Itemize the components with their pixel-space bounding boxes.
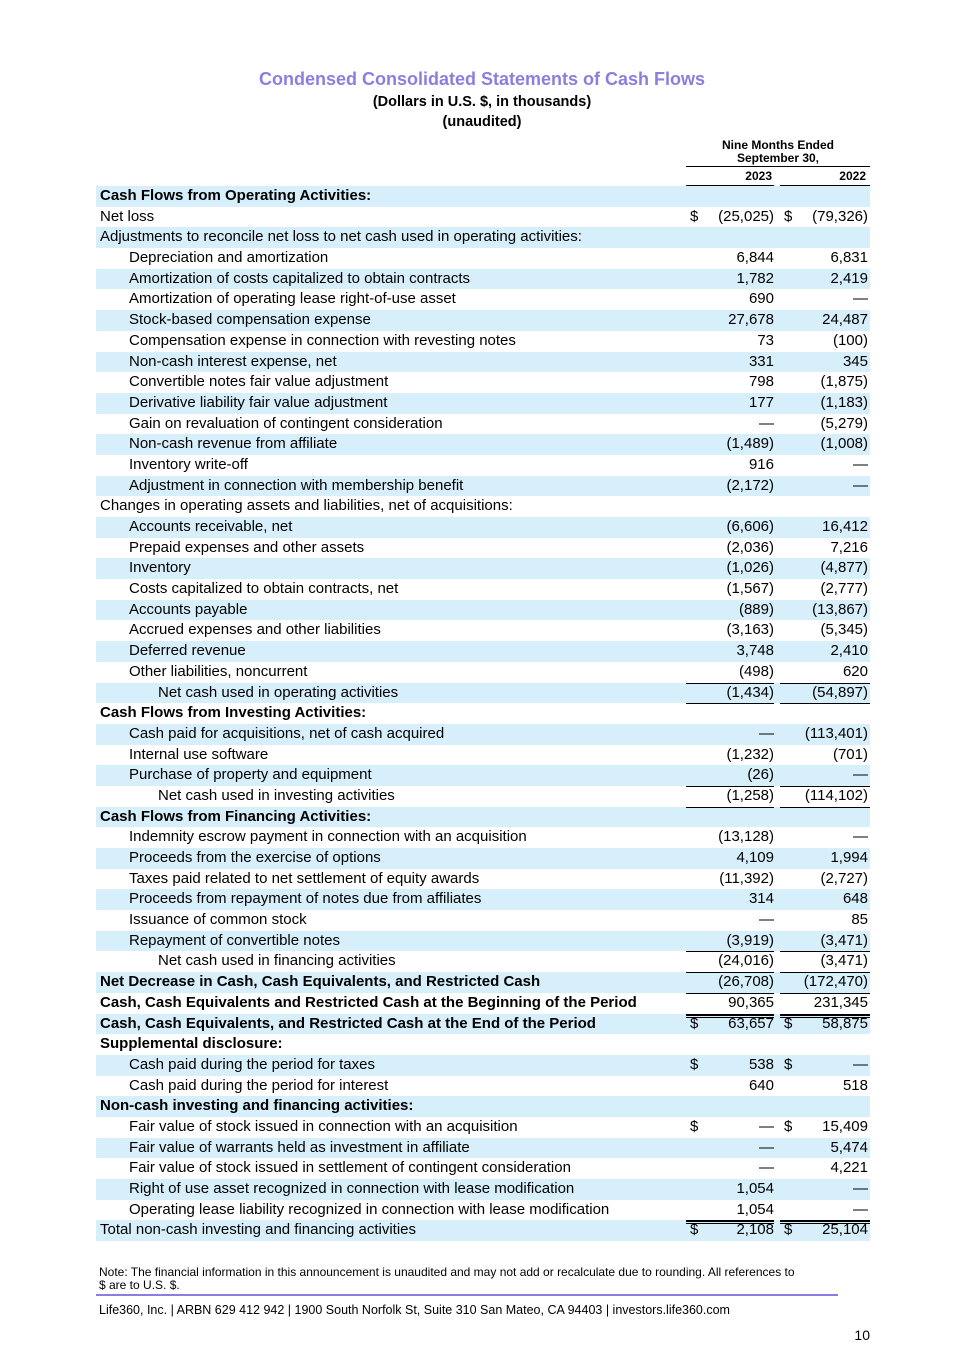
value-2023: (26,708) [718,973,774,991]
table-row [96,248,870,269]
value-2023: 916 [748,455,774,473]
row-label: Taxes paid related to net settlement of equity awards [129,869,480,887]
footer-divider [96,1294,838,1296]
table-row [96,1179,870,1200]
row-label: Net cash used in financing activities [158,952,396,970]
row-label: Accrued expenses and other liabilities [129,621,381,639]
page-number: 10 [854,1327,870,1343]
value-2023: — [759,414,774,432]
value-2022: (3,471) [820,931,868,949]
table-row [96,496,870,517]
total-rule-2022 [780,703,870,704]
row-label: Proceeds from the exercise of options [129,849,381,866]
table-row [96,765,870,786]
value-2023: 1,054 [736,1180,774,1197]
table-row [96,807,870,828]
table-row [96,683,870,704]
total-rule-2022 [780,951,870,952]
row-label: Adjustment in connection with membership benefit [129,476,464,494]
total-rule-2023 [686,807,774,808]
row-label: Cash paid for acquisitions, net of cash acquired [129,724,445,742]
value-2023: (24,016) [718,952,774,970]
row-label: Fair value of warrants held as investment in affiliate [129,1138,470,1156]
table-row [96,455,870,476]
table-row [96,1096,870,1117]
value-2023: (1,567) [726,580,774,598]
value-2023: 2,108 [736,1221,774,1239]
row-label: Inventory write-off [129,455,248,473]
value-2023: 6,844 [736,249,774,267]
table-row [96,1117,870,1138]
total-rule-2023 [686,786,774,787]
value-2023: 90,365 [728,993,774,1011]
company-footer: Life360, Inc. | ARBN 629 412 942 | 1900 South Norfolk St, Suite 310 San Mateo, CA 94403 | investors.life360.com [99,1303,730,1317]
value-2023: 314 [748,890,774,908]
currency-symbol-2022: $ [784,1014,793,1032]
table-row [96,1158,870,1179]
table-row [96,600,870,621]
currency-symbol-2023: $ [690,1117,699,1135]
year-2023-header: 2023 [745,169,772,183]
value-2022: — [853,290,868,308]
row-label: Compensation expense in connection with revesting notes [129,331,516,349]
value-2022: 518 [842,1076,868,1094]
value-2023: 640 [748,1076,774,1094]
value-2022: (100) [832,331,868,349]
row-label: Gain on revaluation of contingent consideration [129,414,443,432]
row-label: Stock-based compensation expense [129,311,371,329]
total-rule-2022 [780,972,870,973]
table-row [96,910,870,931]
value-2023: 690 [748,290,774,308]
row-label: Changes in operating assets and liabilities, net of acquisitions: [100,497,513,515]
value-2023: — [759,911,774,929]
value-2023: (13,128) [718,828,774,846]
row-label: Cash, Cash Equivalents, and Restricted Cash at the End of the Period [100,1014,596,1032]
total-rule-2022 [780,1220,870,1224]
value-2023: 63,657 [728,1014,774,1032]
year-2022-header: 2022 [839,169,866,183]
row-label: Non-cash interest expense, net [129,352,337,370]
row-label: Operating lease liability recognized in connection with lease modification [129,1200,610,1218]
value-2023: — [759,1159,774,1177]
value-2022: 345 [842,352,868,370]
value-2022: 2,410 [830,642,868,660]
table-row [96,269,870,290]
row-label: Depreciation and amortization [129,249,329,267]
value-2022: (1,875) [820,373,868,391]
value-2022: — [853,828,868,846]
value-2022: (1,008) [820,435,868,453]
value-2023: (2,172) [726,476,774,494]
table-row [96,827,870,848]
row-label: Purchase of property and equipment [129,766,372,784]
value-2023: (3,919) [726,931,774,949]
value-2022: — [853,1055,868,1073]
currency-symbol-2022: $ [784,1221,793,1239]
row-label: Indemnity escrow payment in connection with an acquisition [129,828,527,846]
row-label: Adjustments to reconcile net loss to net cash used in operating activities: [100,228,582,246]
table-row [96,993,870,1014]
row-label: Amortization of costs capitalized to obtain contracts [129,269,471,287]
row-label: Net cash used in investing activities [158,786,395,804]
page-title: Condensed Consolidated Statements of Cash Flows [258,69,706,89]
value-2022: 25,104 [822,1221,868,1239]
value-2023: (2,036) [726,538,774,556]
table-row [96,1076,870,1097]
value-2023: — [759,724,774,742]
value-2022: 58,875 [822,1014,868,1032]
value-2022: 6,831 [830,249,868,267]
table-row [96,1220,870,1241]
row-label: Net cash used in operating activities [158,683,399,701]
period-header [686,139,870,165]
value-2022: (172,470) [803,973,868,991]
value-2023: 538 [748,1055,774,1073]
value-2022: 16,412 [822,518,868,535]
currency-symbol-2022: $ [784,1055,793,1073]
value-2022: (3,471) [820,952,868,970]
value-2022: (701) [832,745,868,763]
table-row [96,745,870,766]
unaudited-label: (unaudited) [442,114,522,130]
value-2022: (4,877) [820,559,868,577]
table-row [96,517,870,538]
table-row [96,434,870,455]
table-row [96,848,870,869]
value-2023: 1,054 [736,1200,774,1218]
row-label: Net Decrease in Cash, Cash Equivalents, and Restricted Cash [100,973,541,991]
table-row [96,703,870,724]
value-2023: (1,232) [726,745,774,763]
table-row [96,1034,870,1055]
value-2022: 2,419 [830,269,868,287]
total-rule-2022 [780,993,870,994]
total-rule-2022 [780,683,870,684]
value-2022: (5,279) [820,414,868,432]
row-label: Non-cash revenue from affiliate [129,435,338,453]
table-row [96,372,870,393]
value-2022: — [853,766,868,784]
value-2023: — [759,1117,774,1135]
table-row [96,1138,870,1159]
table-row [96,331,870,352]
value-2022: — [853,476,868,494]
row-label: Fair value of stock issued in settlement of contingent consideration [129,1159,571,1177]
table-row [96,227,870,248]
row-label: Costs capitalized to obtain contracts, net [129,580,399,598]
total-rule-2022 [780,807,870,808]
value-2023: (889) [738,600,774,618]
row-label: Derivative liability fair value adjustment [129,393,388,411]
value-2023: 1,782 [736,269,774,287]
row-label: Inventory [129,559,191,577]
currency-symbol-2022: $ [784,207,793,225]
table-row [96,951,870,972]
row-label: Internal use software [129,745,269,763]
value-2022: 24,487 [822,311,868,329]
value-2022: (113,401) [804,724,868,742]
value-2023: 73 [757,331,774,349]
value-2022: 1,994 [830,849,868,866]
currency-symbol-2023: $ [690,1014,699,1032]
period-divider [686,166,870,167]
currency-symbol-2023: $ [690,207,699,225]
row-label: Net loss [100,207,155,225]
value-2023: 3,748 [736,642,774,660]
table-row [96,869,870,890]
footnote: Note: The financial information in this announcement is unaudited and may not add or recalculate due to rounding. All references to $ are to U.S. $. [99,1265,795,1292]
value-2023: — [759,1138,774,1156]
row-label: Accounts payable [129,600,248,618]
row-label: Deferred revenue [129,642,246,660]
table-row [96,1200,870,1221]
row-label: Cash paid during the period for interest [129,1076,389,1094]
table-row [96,931,870,952]
value-2022: (13,867) [812,600,868,618]
currency-symbol-2022: $ [784,1117,793,1135]
row-label: Amortization of operating lease right-of-use asset [129,290,456,308]
table-row [96,579,870,600]
table-row [96,393,870,414]
value-2023: (3,163) [726,621,774,639]
total-rule-2022 [780,786,870,787]
total-rule-2023 [686,683,774,684]
table-row [96,724,870,745]
row-label: Cash Flows from Financing Activities: [100,807,372,825]
value-2022: 7,216 [830,538,868,556]
row-label: Cash, Cash Equivalents and Restricted Cash at the Beginning of the Period [100,993,637,1011]
row-label: Proceeds from repayment of notes due from affiliates [129,890,482,908]
value-2022: 4,221 [830,1159,868,1177]
value-2023: 27,678 [728,311,774,329]
value-2022: — [853,1180,868,1197]
period-line-2: September 30, [736,151,820,165]
value-2022: 648 [842,890,868,908]
table-row [96,476,870,497]
row-label: Total non-cash investing and financing activities [100,1221,417,1239]
table-row [96,662,870,683]
value-2022: (54,897) [812,683,868,701]
value-2022: — [853,455,868,473]
row-label: Non-cash investing and financing activities: [100,1097,414,1115]
table-row [96,310,870,331]
row-label: Other liabilities, noncurrent [129,662,308,680]
total-rule-2023 [686,951,774,952]
value-2023: 798 [748,373,774,391]
table-row [96,207,870,228]
value-2023: (1,434) [726,683,774,701]
value-2023: (498) [738,662,774,680]
row-label: Issuance of common stock [129,911,307,929]
table-row [96,558,870,579]
value-2023: 177 [748,393,774,411]
table-row [96,620,870,641]
table-row [96,289,870,310]
value-2022: (114,102) [804,786,868,804]
value-2022: (5,345) [820,621,868,639]
table-row [96,538,870,559]
row-label: Supplemental disclosure: [100,1035,283,1053]
total-rule-2023 [686,972,774,973]
value-2022: 5,474 [830,1138,868,1156]
row-label: Cash Flows from Operating Activities: [100,187,372,204]
row-label: Right of use asset recognized in connection with lease modification [129,1180,575,1197]
row-label: Repayment of convertible notes [129,931,340,949]
value-2022: (2,777) [820,580,868,598]
row-label: Prepaid expenses and other assets [129,538,365,556]
value-2023: (1,026) [726,559,774,577]
table-row [96,186,870,207]
value-2022: — [853,1200,868,1218]
cash-flow-table [96,186,870,1241]
row-label: Convertible notes fair value adjustment [129,373,389,391]
total-rule-2023 [686,1220,774,1224]
value-2022: (1,183) [820,393,868,411]
period-line-1: Nine Months Ended [722,138,834,152]
currency-symbol-2023: $ [690,1221,699,1239]
value-2023: (26) [747,766,774,784]
value-2023: 4,109 [736,849,774,866]
value-2022: (2,727) [820,869,868,887]
value-2023: (6,606) [726,518,774,535]
table-row [96,972,870,993]
currency-symbol-2023: $ [690,1055,699,1073]
row-label: Fair value of stock issued in connection with an acquisition [129,1117,518,1135]
currency-subtitle: (Dollars in U.S. $, in thousands) [372,94,592,110]
table-row [96,889,870,910]
total-rule-2023 [686,1014,774,1018]
value-2022: 620 [842,662,868,680]
table-row [96,414,870,435]
value-2023: (11,392) [719,869,774,887]
total-rule-2023 [686,993,774,994]
row-label: Cash Flows from Investing Activities: [100,704,367,722]
value-2023: (1,258) [726,786,774,804]
table-row [96,641,870,662]
table-row [96,786,870,807]
value-2023: (1,489) [726,435,774,453]
value-2022: 15,409 [822,1117,868,1135]
value-2022: 231,345 [813,993,868,1011]
value-2023: (25,025) [718,207,774,225]
value-2023: 331 [748,352,774,370]
total-rule-2023 [686,703,774,704]
total-rule-2022 [780,1014,870,1018]
row-label: Cash paid during the period for taxes [129,1055,375,1073]
table-row [96,1055,870,1076]
value-2022: (79,326) [812,207,868,225]
table-row [96,352,870,373]
table-row [96,1014,870,1035]
value-2022: 85 [851,911,868,929]
row-label: Accounts receivable, net [129,518,293,535]
